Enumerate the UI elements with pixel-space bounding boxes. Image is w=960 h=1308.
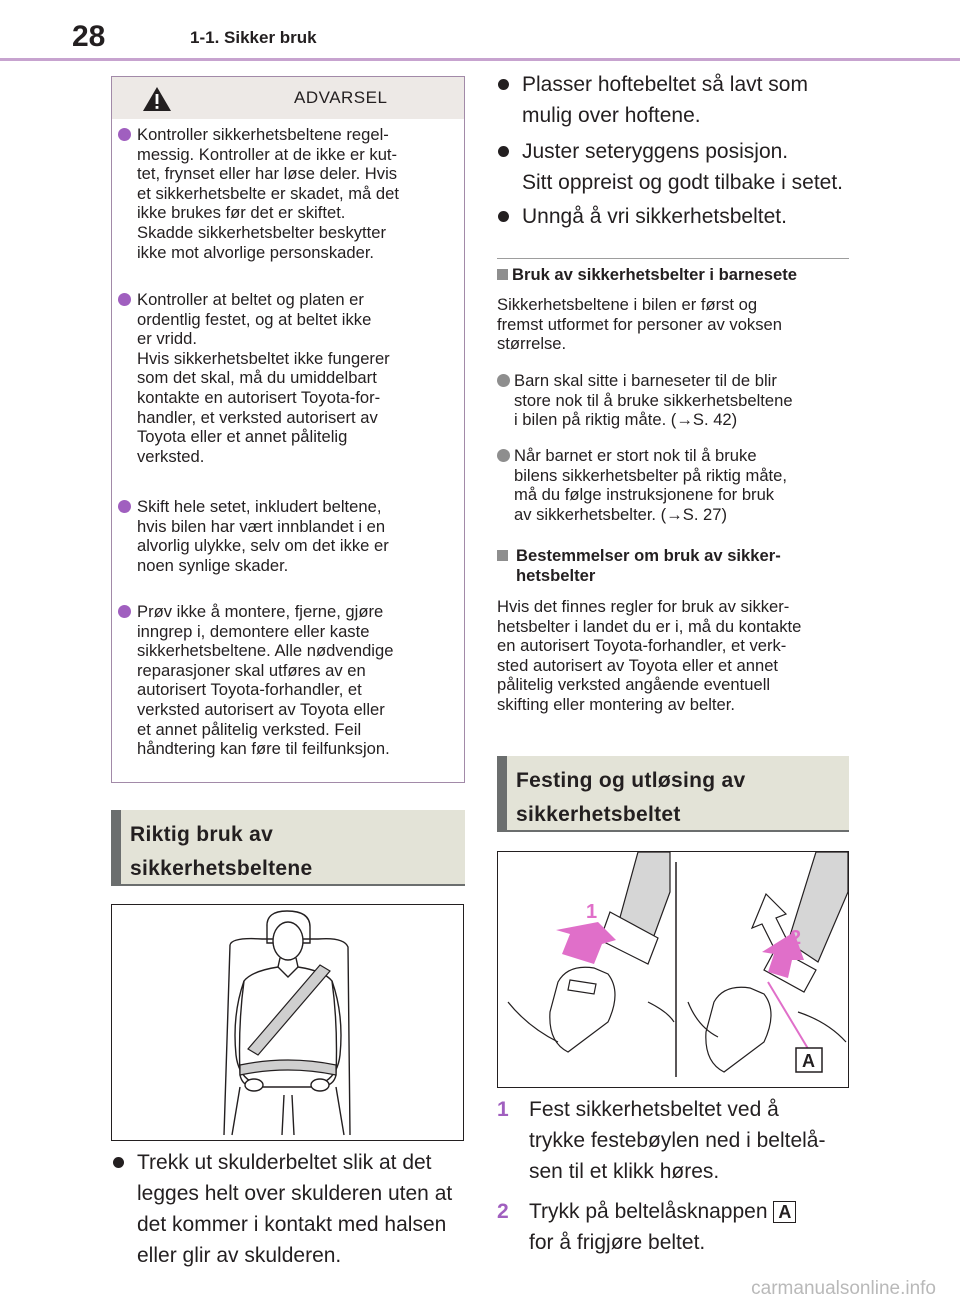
label-a: A	[802, 1051, 815, 1071]
square-bullet-icon	[497, 269, 508, 280]
warning-item-text: Skift hele setet, inkludert beltene, hvis bilen har vært innblandet i en alvorlig ulykke, selv om det ikke er noen synlige skader.	[137, 497, 389, 575]
bullet-icon	[118, 605, 131, 618]
step-text	[529, 1196, 857, 1258]
bullet-seatback	[498, 136, 858, 198]
page-number: 28	[72, 20, 106, 53]
warning-triangle-icon	[142, 86, 172, 112]
label-a-box: A	[773, 1201, 796, 1223]
child-item-text: Når barnet er stort nok til å bruke bilens sikkerhetsbelter på riktig måte, må du følge instruksjonene for bruk av sikkerhetsbelter. (→S. 27)	[514, 446, 787, 524]
step-2	[497, 1196, 857, 1258]
bullet-text: Unngå å vri sikkerhetsbeltet.	[522, 205, 787, 228]
warning-item	[118, 602, 458, 762]
figure-seated-person	[111, 904, 464, 1141]
warning-header	[112, 77, 464, 119]
section-heading-fastening: Festing og utløsing av sikkerhetsbeltet	[497, 756, 849, 832]
header-rule	[0, 58, 960, 61]
warning-box	[111, 76, 465, 783]
warning-item-text: Prøv ikke å montere, fjerne, gjøre inngrep i, demontere eller kaste sikkerhetsbeltene. Alle nødvendige reparasjoner skal utføres av en autorisert Toyota-forhandler, et verksted autorisert av Toyota eller et annet pålitelig verksted. Feil håndtering kan føre til feilfunksjon.	[137, 602, 394, 759]
bullet-icon	[498, 146, 509, 157]
warning-title: ADVARSEL	[294, 88, 388, 107]
bullet-icon	[498, 79, 509, 90]
bullet-icon	[498, 211, 509, 222]
bullet-icon	[113, 1157, 124, 1168]
square-bullet-icon	[497, 550, 508, 561]
child-intro: Sikkerhetsbeltene i bilen er først og fremst utformet for personer av voksen størrelse.	[497, 295, 782, 354]
warning-item	[118, 290, 458, 470]
divider	[497, 258, 849, 259]
child-item-text: Barn skal sitte i barneseter til de blir store nok til å bruke sikkerhetsbeltene i bilen på riktig måte. (→S. 42)	[514, 371, 793, 430]
bullet-icon	[118, 293, 131, 306]
child-item	[497, 446, 857, 528]
step-1-label: 1	[586, 901, 598, 923]
step-number: 1	[497, 1098, 509, 1121]
step-1	[497, 1094, 857, 1189]
step-text: Fest sikkerhetsbeltet ved å trykke festebøylen ned i beltelå- sen til et klikk høres.	[529, 1098, 826, 1183]
bullet-hip-belt	[498, 69, 858, 131]
warning-item-text: Kontroller at beltet og platen er ordentlig festet, og at beltet ikke er vridd. Hvis sikkerhetsbeltet ikke fungerer som det skal, må du umiddelbart kontakte en autorisert Toyota-for- handler, et verksted autorisert av Toyota eller et annet pålitelig verksted.	[137, 290, 390, 466]
warning-item	[118, 497, 458, 577]
regulations-body: Hvis det finnes regler for bruk av sikker- hetsbelter i landet du er i, må du kontakte en autorisert Toyota-forhandler, et verk- sted autorisert av Toyota eller et annet pålitelig verksted angående eventuell skifting eller montering av belter.	[497, 597, 802, 714]
buckle-illustration	[498, 852, 848, 1087]
step-text-part: for å frigjøre beltet.	[529, 1231, 706, 1254]
bullet-text: Plasser hoftebeltet så lavt som mulig over hoftene.	[522, 73, 808, 127]
bullet-shoulder-belt	[113, 1147, 473, 1277]
bullet-text: Trekk ut skulderbeltet slik at det legges helt over skulderen uten at det kommer i kontakt med halsen eller glir av skulderen.	[137, 1151, 453, 1267]
child-item	[497, 371, 857, 433]
warning-item-text: Kontroller sikkerhetsbeltene regel- messig. Kontroller at de ikke er kut- tet, frynset eller har løse deler. Hvis et sikkerhetsbelte er skadet, må det ikke brukes før det er skiftet. Skadde sikkerhetsbelter beskytter ikke mot alvorlige personskader.	[137, 125, 399, 262]
bullet-icon	[497, 374, 510, 387]
section-heading-correct-use: Riktig bruk av sikkerhetsbeltene	[111, 810, 465, 886]
step-number: 2	[497, 1200, 509, 1223]
bullet-no-twist	[498, 201, 858, 232]
warning-item	[118, 125, 458, 265]
figure-buckle	[497, 851, 849, 1088]
step-text-part: Trykk på beltelåsknappen	[529, 1200, 768, 1223]
subheading-text: Bestemmelser om bruk av sikker- hetsbelter	[516, 546, 781, 585]
subheading-regulations	[497, 546, 857, 586]
bullet-text: Juster seteryggens posisjon. Sitt oppreist og godt tilbake i setet.	[522, 140, 844, 194]
seated-person-illustration	[112, 905, 463, 1140]
section-header: 1-1. Sikker bruk	[190, 28, 317, 47]
bullet-icon	[118, 128, 131, 141]
step-2-label: 2	[790, 927, 802, 949]
bullet-icon	[497, 449, 510, 462]
subheading-child-seat	[497, 265, 857, 285]
bullet-icon	[118, 500, 131, 513]
watermark: carmanualsonline.info	[751, 1278, 936, 1299]
subheading-text: Bruk av sikkerhetsbelter i barnesete	[512, 265, 798, 284]
